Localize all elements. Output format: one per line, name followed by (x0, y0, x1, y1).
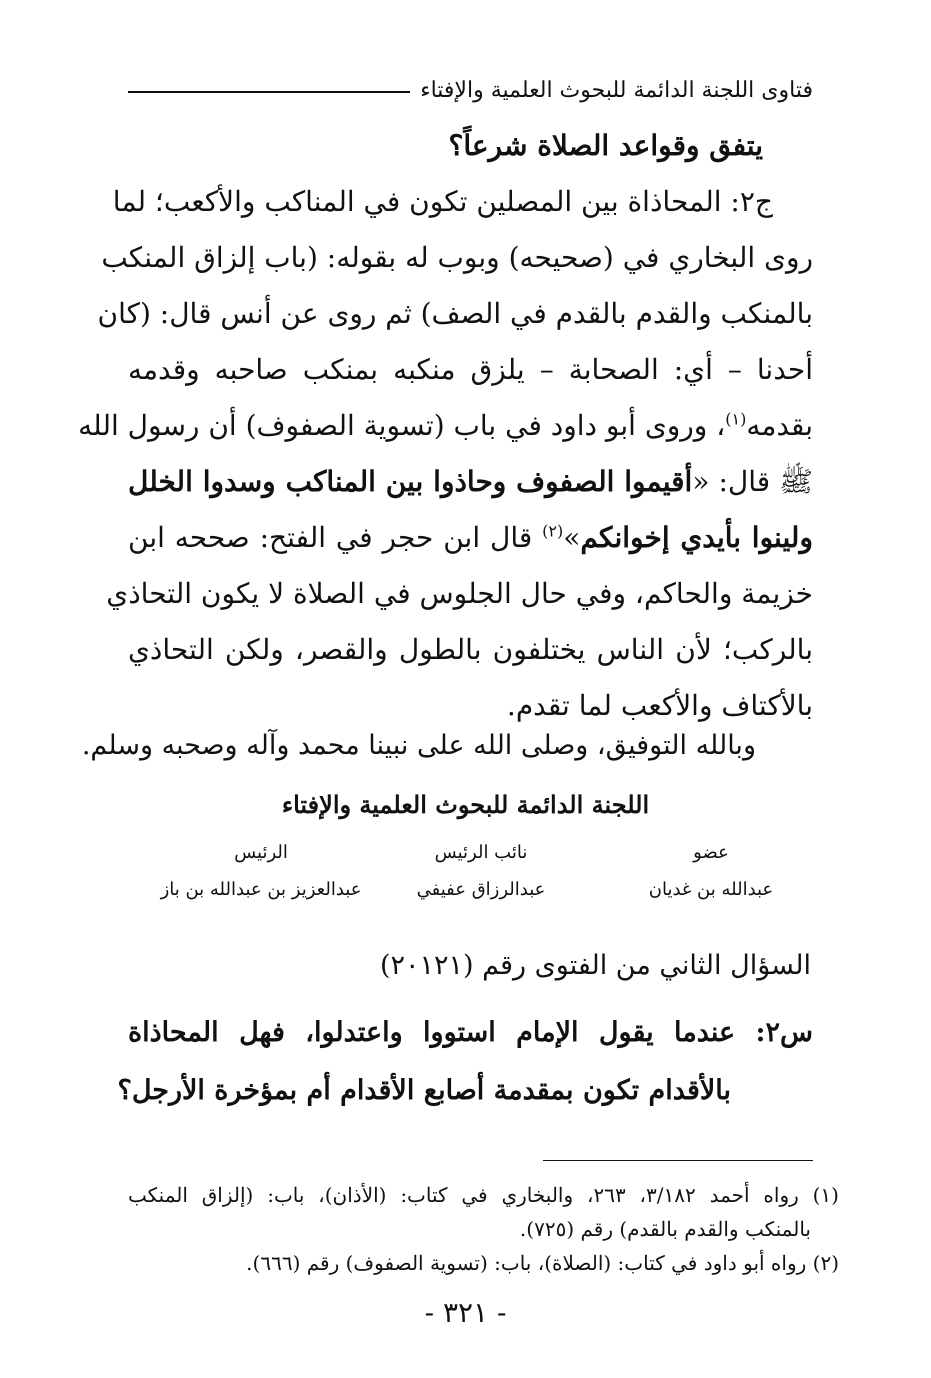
footnote-1-line-2: بالمنكب والقدم بالقدم) رقم (٧٢٥). (519, 1217, 811, 1241)
body-line-3: روى البخاري في (صحيحه) وبوب له بقوله: (باب إلزاق المنكب (101, 241, 813, 274)
body-line-8-end: قال ابن حجر في الفتح: صححه ابن (128, 521, 543, 554)
body-line-6 (78, 398, 813, 454)
header-rule (128, 91, 410, 93)
footnote-separator (543, 1160, 813, 1161)
body-line-6-end: ، وروى أبو داود في باب (تسوية الصفوف) أن رسول الله (78, 409, 726, 442)
closing-formula: وبالله التوفيق، وصلى الله على نبينا محمد وآله وصحبه وسلم. (81, 730, 756, 761)
signatory-name: عبدالرزاق عفيفي (416, 879, 546, 900)
footnote-ref-2: (٢) (542, 521, 564, 541)
body-line-8 (128, 510, 813, 566)
signatory-president (141, 836, 381, 910)
body-line-6-start: بقدمه (746, 409, 813, 442)
question-reference: السؤال الثاني من الفتوى رقم (٢٠١٢١) (379, 950, 811, 981)
committee-name: اللجنة الدائمة للبحوث العلمية والإفتاء (281, 790, 650, 819)
signatory-name: عبدالله بن غديان (648, 879, 774, 900)
page-number: - ٣٢١ - (424, 1296, 507, 1329)
footnote-2: (٢) رواه أبو داود في كتاب: (الصلاة)، باب: (تسوية الصفوف) رقم (٦٦٦). (246, 1251, 839, 1275)
footnotes (128, 1178, 839, 1280)
body-line-10: بالركب؛ لأن الناس يختلفون بالطول والقصر، ولكن التحاذي (128, 633, 813, 666)
body-line-1: يتفق وقواعد الصلاة شرعاً؟ (448, 129, 763, 162)
signatory-role: عضو (693, 842, 729, 863)
answer-text (78, 118, 813, 734)
body-line-7-start: ﷺ قال: « (692, 465, 813, 498)
footnote-1-line-1: (١) رواه أحمد ٣/١٨٢، ٢٦٣، والبخاري في كتاب: (الأذان)، باب: (إلزاق المنكب (128, 1183, 839, 1207)
signatory-name: عبدالعزيز بن عبدالله بن باز (160, 879, 362, 900)
signatory-vice-president (381, 836, 581, 910)
footnote-ref-1: (١) (725, 409, 747, 429)
header-title: فتاوى اللجنة الدائمة للبحوث العلمية والإفتاء (420, 77, 813, 103)
signatory-role: نائب الرئيس (434, 842, 528, 863)
body-line-9: خزيمة والحاكم، وفي حال الجلوس في الصلاة لا يكون التحاذي (106, 577, 813, 610)
body-line-2: ج٢: المحاذاة بين المصلين تكون في المناكب والأكعب؛ لما (112, 185, 773, 218)
hadith-text-1: أقيموا الصفوف وحاذوا بين المناكب وسدوا الخلل (128, 465, 693, 498)
question-line-2: بالأقدام تكون بمقدمة أصابع الأقدام أم بمؤخرة الأرجل؟ (117, 1075, 731, 1106)
signatory-member (641, 836, 781, 910)
body-line-7 (128, 454, 813, 510)
question-line-1: س٢: عندما يقول الإمام استووا واعتدلوا، فهل المحاذاة (128, 1017, 813, 1048)
body-line-5: أحدنا – أي: الصحابة – يلزق منكبه بمنكب صاحبه وقدمه (128, 353, 813, 386)
quote-close: » (563, 521, 581, 554)
question-text (117, 1004, 813, 1120)
running-header (128, 70, 813, 110)
body-line-4: بالمنكب والقدم بالقدم في الصف) ثم روى عن أنس قال: (كان (97, 297, 813, 330)
signatory-role: الرئيس (234, 842, 288, 863)
body-line-11: بالأكتاف والأكعب لما تقدم. (506, 689, 813, 722)
hadith-text-2: ولينوا بأيدي إخوانكم (580, 521, 813, 554)
